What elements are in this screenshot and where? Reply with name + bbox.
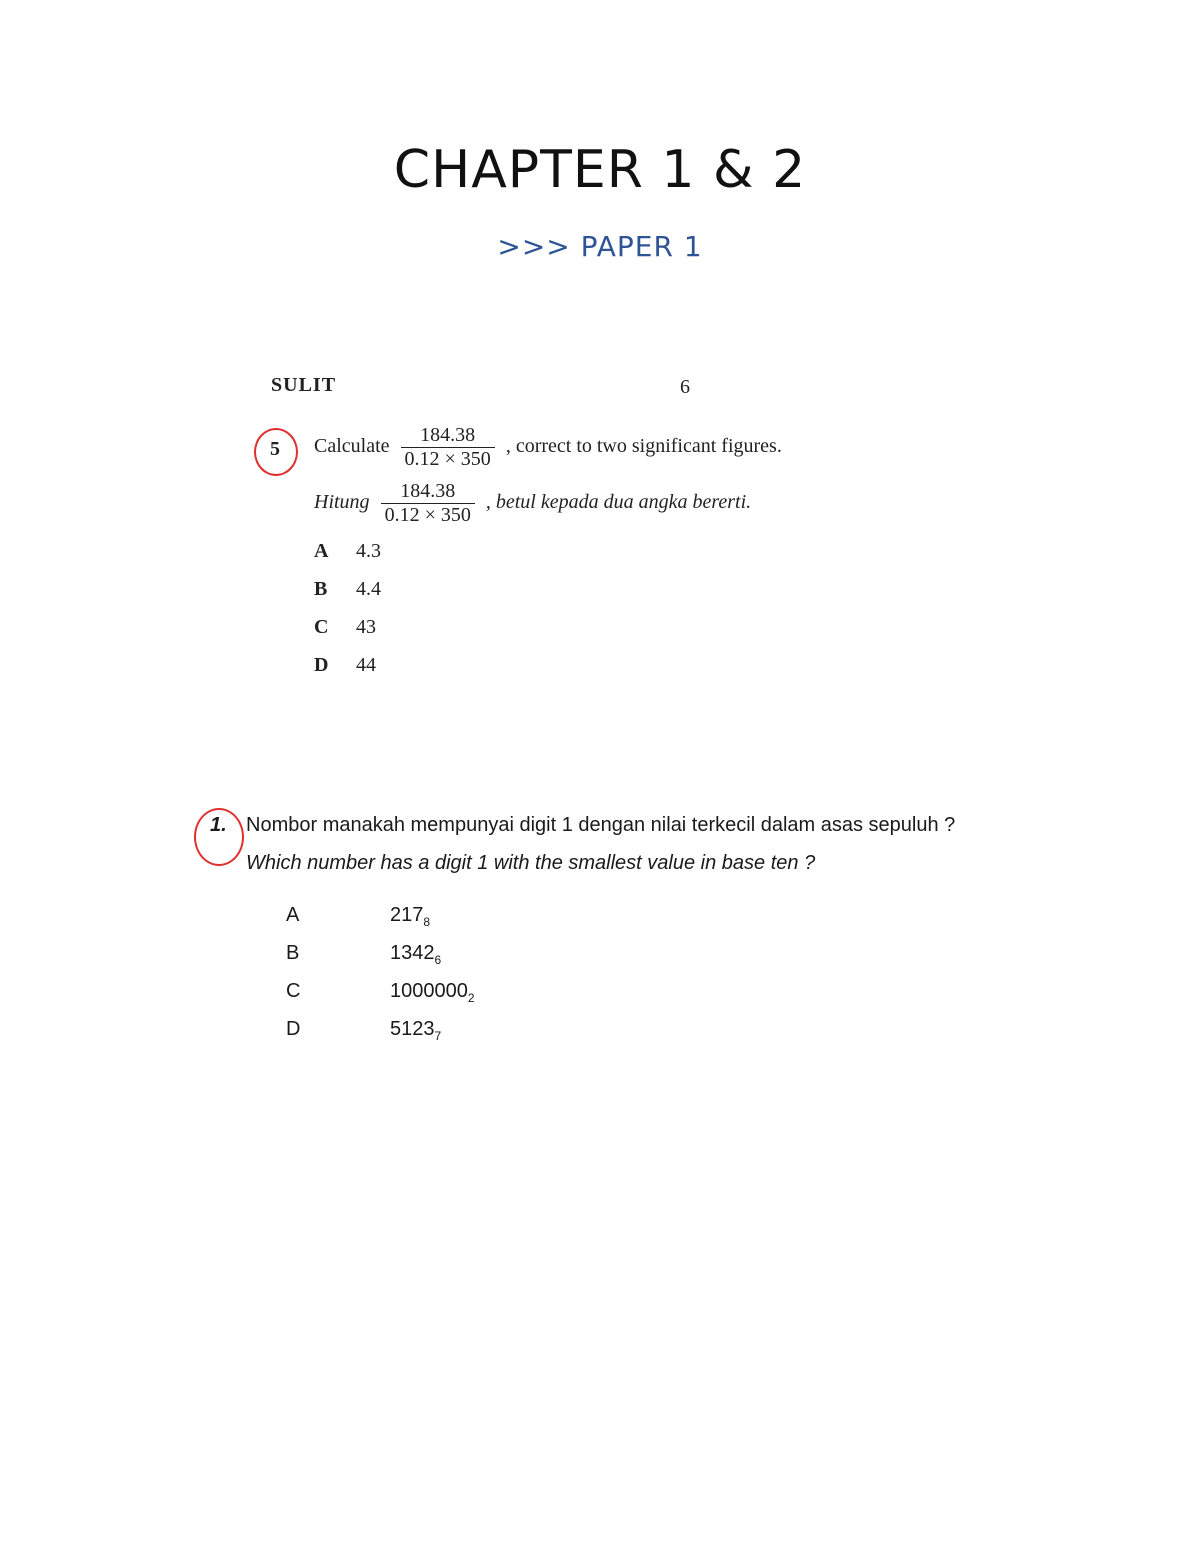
question-text-en: Which number has a digit 1 with the smallest value in base ten ? [246,852,816,874]
numerator: 184.38 [381,480,475,504]
option-d: D $5123_7$ [286,1018,442,1043]
sulit-label: SULIT [271,374,337,396]
question-text-ms [314,480,751,527]
calc-label: Calculate [314,435,390,458]
denominator: 0.12 × 350 [384,504,471,526]
hitung-suffix: , betul kepada dua angka bererti. [485,491,752,514]
page-number: 6 [680,376,690,398]
option-b: B $1342_6$ [286,942,442,967]
option-a: A $217_8$ [286,904,431,929]
option-a: A 4.3 [314,540,381,562]
hitung-label: Hitung [314,491,370,514]
scanned-question-1 [180,790,1040,1070]
option-d: D 44 [314,654,376,676]
question-text-ms: Nombor manakah mempunyai digit 1 dengan nilai terkecil dalam asas sepuluh ? [246,814,956,836]
question-number: 5 [270,438,280,460]
option-c: C 43 [314,616,376,638]
question-text-en [314,424,782,471]
page-title: CHAPTER 1 & 2 [393,140,807,200]
option-b: B 4.4 [314,578,381,600]
fraction [401,424,495,471]
fraction [381,480,475,527]
question-number: 1. [210,814,227,836]
numerator: 184.38 [401,424,495,448]
denominator: 0.12 × 350 [404,448,491,470]
page-subtitle: >>> PAPER 1 [497,230,703,263]
calc-suffix: , correct to two significant figures. [505,435,782,458]
option-c: C $1000000_2$ [286,980,475,1005]
scanned-question-5 [240,350,860,690]
